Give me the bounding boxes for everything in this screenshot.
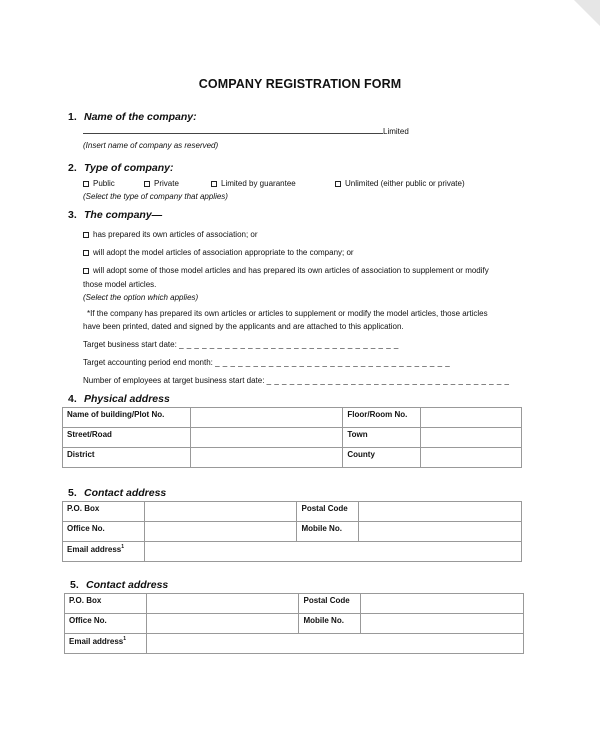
email-label: Email address$^1$ xyxy=(65,634,147,654)
postal-code-label: Postal Code xyxy=(297,502,359,522)
pobox-input[interactable] xyxy=(146,594,299,614)
table-row xyxy=(65,594,524,614)
table-row xyxy=(63,428,522,448)
section-5b-heading: 5. Contact address xyxy=(70,579,169,591)
town-input[interactable] xyxy=(421,428,522,448)
postal-code-input[interactable] xyxy=(361,594,524,614)
limited-suffix: Limited xyxy=(383,127,409,136)
table-row xyxy=(63,502,522,522)
table-row xyxy=(63,408,522,428)
page-corner-fold xyxy=(574,0,600,26)
district-input[interactable] xyxy=(190,448,343,468)
business-start-date-label: Target business start date: xyxy=(83,340,177,349)
postal-code-input[interactable] xyxy=(359,502,522,522)
table-row xyxy=(65,614,524,634)
type-guarantee-option[interactable]: Limited by guarantee xyxy=(211,179,296,188)
office-no-label: Office No. xyxy=(63,522,145,542)
company-name-hint: (Insert name of company as reserved) xyxy=(83,141,219,150)
section-1-heading: 1. Name of the company: xyxy=(68,111,197,123)
checkbox[interactable] xyxy=(211,181,217,187)
section-2-heading: 2. Type of company: xyxy=(68,162,174,174)
articles-note-line-1: *If the company has prepared its own articles or articles to supplement or modify the model articles, those articles xyxy=(87,309,488,318)
checkbox[interactable] xyxy=(83,181,89,187)
building-input[interactable] xyxy=(190,408,343,428)
articles-mixed-option-cont: those model articles. xyxy=(83,280,157,289)
checkbox[interactable] xyxy=(83,268,89,274)
type-private-option[interactable]: Private xyxy=(144,179,179,188)
checkbox[interactable] xyxy=(83,250,89,256)
table-row xyxy=(63,522,522,542)
table-row xyxy=(63,448,522,468)
checkbox[interactable] xyxy=(83,232,89,238)
employee-count-label: Number of employees at target business start date: xyxy=(83,376,265,385)
contact-address-table-2 xyxy=(64,593,524,654)
email-input[interactable] xyxy=(146,634,523,654)
pobox-input[interactable] xyxy=(144,502,297,522)
street-label: Street/Road xyxy=(63,428,191,448)
table-row xyxy=(63,542,522,562)
company-type-hint: (Select the type of company that applies) xyxy=(83,192,228,201)
email-label: Email address$^1$ xyxy=(63,542,145,562)
articles-hint: (Select the option which applies) xyxy=(83,293,199,302)
business-start-date-field[interactable]: Target business start date: _ _ _ _ _ _ _ _ _ _ _ _ _ _ _ _ _ _ _ _ _ _ _ _ _ _ _ _ _ xyxy=(83,340,399,349)
company-name-field[interactable] xyxy=(83,127,409,136)
pobox-label: P.O. Box xyxy=(63,502,145,522)
form-title: COMPANY REGISTRATION FORM xyxy=(198,77,402,91)
street-input[interactable] xyxy=(190,428,343,448)
articles-mixed-option[interactable]: will adopt some of those model articles and has prepared its own articles of association to supplement or modify xyxy=(83,266,489,275)
articles-note-line-2: have been printed, dated and signed by the applicants and are attached to this application. xyxy=(83,322,404,331)
office-no-label: Office No. xyxy=(65,614,147,634)
employee-count-field[interactable]: Number of employees at target business start date: _ _ _ _ _ _ _ _ _ _ _ _ _ _ _ _ _ _ _ _ _ _ _ _ _ _ _ _ _ _ _ _ xyxy=(83,376,510,385)
contact-address-table-1 xyxy=(62,501,522,562)
section-4-heading: 4. Physical address xyxy=(68,393,170,405)
floor-input[interactable] xyxy=(421,408,522,428)
county-input[interactable] xyxy=(421,448,522,468)
checkbox[interactable] xyxy=(144,181,150,187)
mobile-no-label: Mobile No. xyxy=(299,614,361,634)
mobile-no-label: Mobile No. xyxy=(297,522,359,542)
type-public-option[interactable]: Public xyxy=(83,179,115,188)
accounting-period-label: Target accounting period end month: xyxy=(83,358,213,367)
type-unlimited-option[interactable]: Unlimited (either public or private) xyxy=(335,179,465,188)
county-label: County xyxy=(343,448,421,468)
office-no-input[interactable] xyxy=(146,614,299,634)
email-input[interactable] xyxy=(144,542,521,562)
articles-own-option[interactable]: has prepared its own articles of association; or xyxy=(83,230,258,239)
floor-label: Floor/Room No. xyxy=(343,408,421,428)
mobile-no-input[interactable] xyxy=(361,614,524,634)
articles-model-option[interactable]: will adopt the model articles of association appropriate to the company; or xyxy=(83,248,354,257)
building-label: Name of building/Plot No. xyxy=(63,408,191,428)
section-5a-heading: 5. Contact address xyxy=(68,487,167,499)
section-3-heading: 3. The company— xyxy=(68,209,163,221)
physical-address-table xyxy=(62,407,522,468)
mobile-no-input[interactable] xyxy=(359,522,522,542)
checkbox[interactable] xyxy=(335,181,341,187)
table-row xyxy=(65,634,524,654)
district-label: District xyxy=(63,448,191,468)
postal-code-label: Postal Code xyxy=(299,594,361,614)
pobox-label: P.O. Box xyxy=(65,594,147,614)
accounting-period-field[interactable]: Target accounting period end month: _ _ _ _ _ _ _ _ _ _ _ _ _ _ _ _ _ _ _ _ _ _ _ _ _ _ _ _ _ _ _ xyxy=(83,358,451,367)
town-label: Town xyxy=(343,428,421,448)
office-no-input[interactable] xyxy=(144,522,297,542)
